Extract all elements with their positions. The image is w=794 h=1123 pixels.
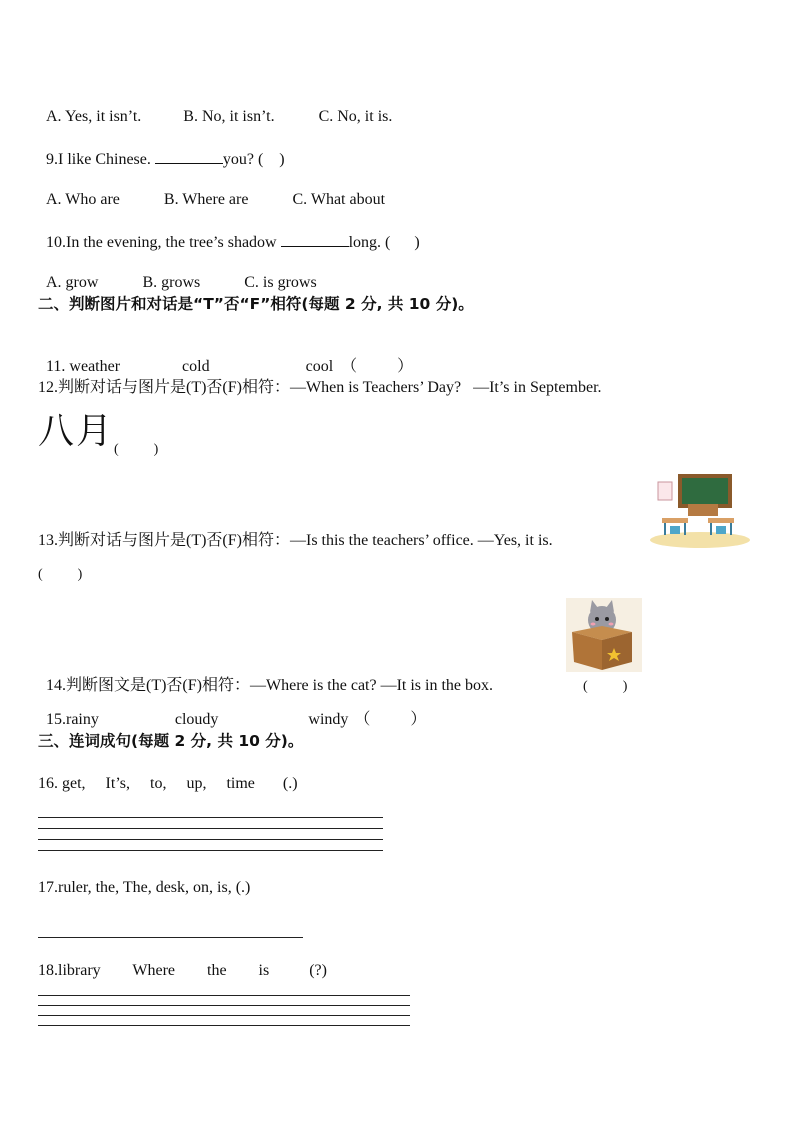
q9-options: [38, 170, 385, 210]
q8-option-c: C. No, it is.: [318, 108, 393, 125]
q18-writing-line-3: [38, 1015, 410, 1016]
q16-writing-line-4: [38, 850, 383, 851]
q10-options: [38, 253, 317, 293]
q14-text: 14.判断图文是(T)否(F)相符：—Where is the cat? —It is in the box.: [46, 677, 494, 694]
q11-word-2: cold: [182, 358, 210, 375]
q15-word-2: cloudy: [174, 711, 219, 728]
q10-option-a: A. grow: [46, 274, 99, 291]
q18-writing-line-4: [38, 1025, 410, 1026]
q15-word-1: 15.rainy: [46, 711, 99, 728]
q14-answer-paren: ( ): [583, 679, 628, 694]
q16-question: 16. get, It’s, to, up, time (.): [38, 775, 298, 792]
q9-blank: [155, 149, 223, 164]
q16-writing-line-1: [38, 817, 383, 818]
q9-question: [38, 129, 285, 170]
q11-word-3: cool: [305, 358, 334, 375]
q10-text-post: long. ( ): [348, 234, 420, 251]
q8-option-a: A. Yes, it isn’t.: [46, 108, 142, 125]
q12-question: 12.判断对话与图片是(T)否(F)相符：—When is Teachers’ Day? —It’s in September.: [38, 379, 602, 396]
q9-text-post: you? ( ): [222, 151, 285, 168]
q15-answer-paren: （ ）: [354, 711, 427, 728]
q10-question: [38, 212, 420, 253]
q9-option-a: A. Who are: [46, 191, 120, 208]
q18-writing-line-2: [38, 1005, 410, 1006]
q11-word-1: 11. weather: [46, 358, 121, 375]
q10-blank: [281, 232, 349, 247]
q16-writing-line-3: [38, 839, 383, 840]
q18-writing-line-1: [38, 995, 410, 996]
q16-writing-line-2: [38, 828, 383, 829]
q17-question: 17.ruler, the, The, desk, on, is, (.): [38, 879, 251, 896]
q8-options: [38, 87, 392, 127]
q12-august-image: 八月: [38, 411, 115, 452]
q9-option-c: C. What about: [292, 191, 386, 208]
classroom-illustration: [648, 470, 752, 548]
q9-option-b: B. Where are: [163, 191, 249, 208]
section3-title: 三、连词成句(每题 2 分, 共 10 分)。: [38, 732, 304, 750]
q9-text-pre: 9.I like Chinese.: [46, 151, 155, 168]
q13-answer-paren: ( ): [38, 567, 83, 582]
q12-answer-paren: ( ): [114, 442, 159, 457]
q18-question: 18.library Where the is (?): [38, 962, 327, 979]
q15-question: [38, 690, 426, 730]
q10-text-pre: 10.In the evening, the tree’s shadow: [46, 234, 281, 251]
q11-question: [38, 337, 413, 377]
q17-writing-line: [38, 937, 303, 938]
q11-answer-paren: （ ）: [341, 358, 414, 375]
q13-question: 13.判断对话与图片是(T)否(F)相符：—Is this the teachers’ office. —Yes, it is.: [38, 532, 553, 549]
q8-option-b: B. No, it isn’t.: [183, 108, 275, 125]
section2-title: 二、判断图片和对话是“T”否“F”相符(每题 2 分, 共 10 分)。: [38, 295, 474, 313]
q10-option-c: C. is grows: [244, 274, 317, 291]
q10-option-b: B. grows: [142, 274, 201, 291]
q15-word-3: windy: [308, 711, 349, 728]
